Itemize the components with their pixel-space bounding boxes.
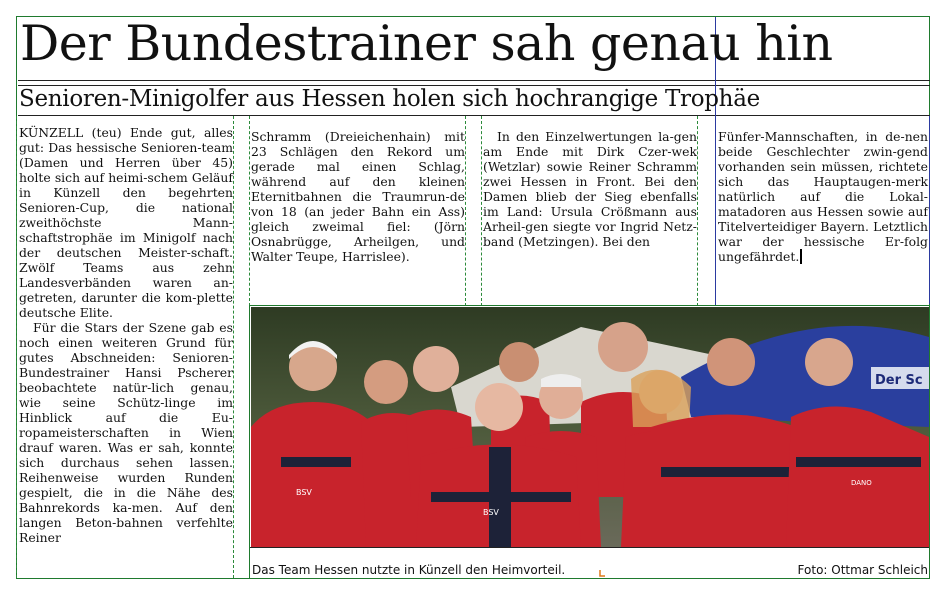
text-column-1[interactable] [19,125,233,545]
text-column-3[interactable] [483,129,697,249]
jacket-brand: DANO [851,479,872,487]
overset-marker-icon [599,570,605,577]
column-guide [16,116,17,578]
text-column-2[interactable] [251,129,465,264]
column-guide [697,116,698,306]
column-guide [481,116,482,306]
jacket-logo: BSV [483,508,499,517]
paragraph: KÜNZELL (teu) Ende gut, alles gut: Das hessische Senioren-team (Damen und Herren über 45) holte sich auf heimi-schem Geläuf in Künzell den begehrten Senioren-Cup, die national zweithöchste Mann-schaftstrophäe im Minigolf nach der deutschen Meister-schaft. Zwölf Teams aus zehn Landesverbänden waren an-getreten, darunter die kom-plette deutsche Elite. [19,125,233,320]
photo-credit[interactable]: Foto: Ottmar Schleich [797,563,928,577]
paragraph-text: Fünfer-Mannschaften, in de-nen beide Geschlechter zwin-gend vorhanden sein müssen, richtete sich das Hauptaugen-merk natürlich auf die Lokal-matadoren aus Hessen sowie auf Titelverteidiger Bayern. Letztlich war der hessische Er-folg ungefährdet. [718,129,928,264]
paragraph: Schramm (Dreieichenhain) mit 23 Schlägen den Rekord um gerade mal einen Schlag, während auf den kleinen Eternitbahnen die Traumrun-de von 18 (an jeder Bahn ein Ass) gleich zweimal fiel: (Jörn Osnabrügge, Arheilgen, und Walter Teupe, Harrislee). [251,129,465,264]
jacket-logo: BSV [296,488,312,497]
text-cursor [800,249,802,264]
paragraph [718,129,928,264]
column-guide [233,116,234,578]
photo-caption[interactable]: Das Team Hessen nutzte in Künzell den Heimvorteil. [252,563,566,577]
paragraph: In den Einzelwertungen la-gen am Ende mit Dirk Czer-wek (Wetzlar) sowie Reiner Schramm zwei Hessen in Front. Bei den Damen blieb der Sieg ebenfalls im Land: Ursula Crößmann aus Arheil-gen siegte vor Ingrid Netz-band (Metzingen). Bei den [483,129,697,249]
headline[interactable]: Der Bundestrainer sah genau hin [20,15,833,72]
text-column-4[interactable] [718,129,928,264]
banner-text: Der Sc [875,373,923,388]
column-guide [465,116,466,306]
paragraph: Für die Stars der Szene gab es noch einen weiteren Grund für gutes Abschneiden: Senioren-Bundestrainer Hansi Pscherer beobachtete natür-lich genau, wie seine Schütz-linge im Hinblick auf die Eu-ropameisterschaften in Wien drauf waren. Was er sah, konnte sich durchaus sehen lassen. Reihenweise wurden Runden gespielt, die in die Nähe des Bahnrekords ka-men. Auf den langen Beton-bahnen verfehlte Reiner [19,320,233,545]
team-photo [251,307,929,547]
text-frame-right-edge [929,116,930,304]
subline[interactable]: Senioren-Minigolfer aus Hessen holen sich hochrangige Trophäe [19,86,760,112]
column-guide [249,116,250,306]
